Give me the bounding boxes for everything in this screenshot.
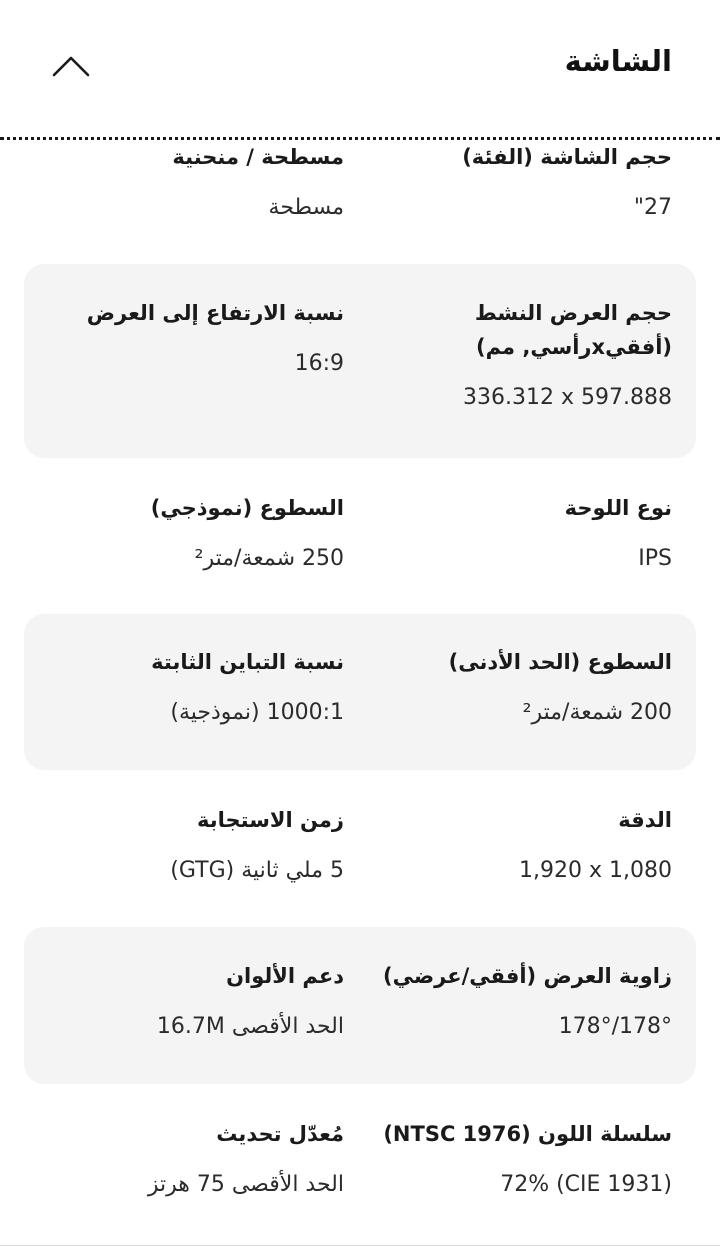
spec-item-aspect-ratio: [44, 296, 344, 381]
spec-item-brightness-typical: [44, 491, 344, 576]
spec-row-brightness-contrast: [24, 614, 696, 770]
spec-value: 200 شمعة/متر²: [522, 700, 672, 725]
spec-item-color-support: [44, 959, 344, 1044]
spec-value: "27: [633, 195, 672, 220]
spec-item-panel-type: [372, 491, 672, 576]
spec-label: نسبة التباين الثابتة: [151, 650, 344, 674]
spec-item-flat-curved: [44, 140, 344, 225]
spec-row-resolution: [24, 788, 696, 908]
spec-value: الحد الأقصى 75 هرتز: [147, 1172, 344, 1197]
spec-row-viewing-color: [24, 927, 696, 1084]
spec-value: مسطحة: [268, 195, 344, 220]
spec-item-resolution: [372, 803, 672, 888]
spec-value: 250 شمعة/متر²: [194, 546, 344, 571]
spec-value: 16:9: [294, 351, 344, 376]
chevron-up-icon: [48, 46, 94, 86]
spec-value: 1,920 x 1,080: [519, 858, 672, 883]
collapse-button[interactable]: [48, 46, 94, 86]
spec-item-response-time: [44, 803, 344, 888]
spec-label: نسبة الارتفاع إلى العرض: [86, 301, 344, 325]
spec-item-viewing-angle: [372, 959, 672, 1044]
bottom-divider: [0, 1245, 720, 1246]
spec-value: 336.312 x 597.888: [463, 385, 672, 410]
spec-item-active-display-size: [372, 296, 672, 415]
spec-item-static-contrast: [44, 645, 344, 730]
spec-label: زاوية العرض (أفقي/عرضي): [383, 964, 672, 988]
spec-value: 5 ملي ثانية (GTG): [170, 858, 344, 883]
spec-label: مسطحة / منحنية: [172, 145, 344, 169]
spec-label: زمن الاستجابة: [197, 808, 344, 832]
spec-value: 72% (CIE 1931): [500, 1172, 672, 1197]
spec-item-refresh-rate: [44, 1117, 344, 1202]
spec-item-color-gamut: [372, 1117, 672, 1202]
spec-label: حجم العرض النشط (أفقيxرأسي, مم): [474, 301, 672, 359]
spec-label: السطوع (نموذجي): [150, 496, 344, 520]
spec-label: نوع اللوحة: [564, 496, 672, 520]
spec-label: السطوع (الحد الأدنى): [448, 650, 672, 674]
section-header[interactable]: [0, 0, 720, 135]
spec-row-panel: [24, 476, 696, 596]
spec-label: دعم الألوان: [226, 964, 344, 988]
spec-label: مُعدّل تحديث: [216, 1122, 344, 1146]
spec-row-active-area: [24, 264, 696, 458]
spec-label: الدقة: [618, 808, 672, 832]
spec-value: IPS: [638, 546, 672, 571]
spec-label: سلسلة اللون (NTSC 1976): [383, 1122, 672, 1146]
spec-item-screen-size: [372, 140, 672, 225]
spec-value: 178°/178°: [558, 1014, 672, 1039]
spec-row-gamut-refresh: [24, 1102, 696, 1222]
spec-item-brightness-min: [372, 645, 672, 730]
spec-label: حجم الشاشة (الفئة): [462, 145, 672, 169]
spec-value: الحد الأقصى 16.7M: [156, 1014, 344, 1039]
spec-row-screen-size: [24, 140, 696, 245]
section-title: الشاشة: [564, 44, 672, 78]
spec-value: 1000:1 (نموذجية): [170, 700, 344, 725]
